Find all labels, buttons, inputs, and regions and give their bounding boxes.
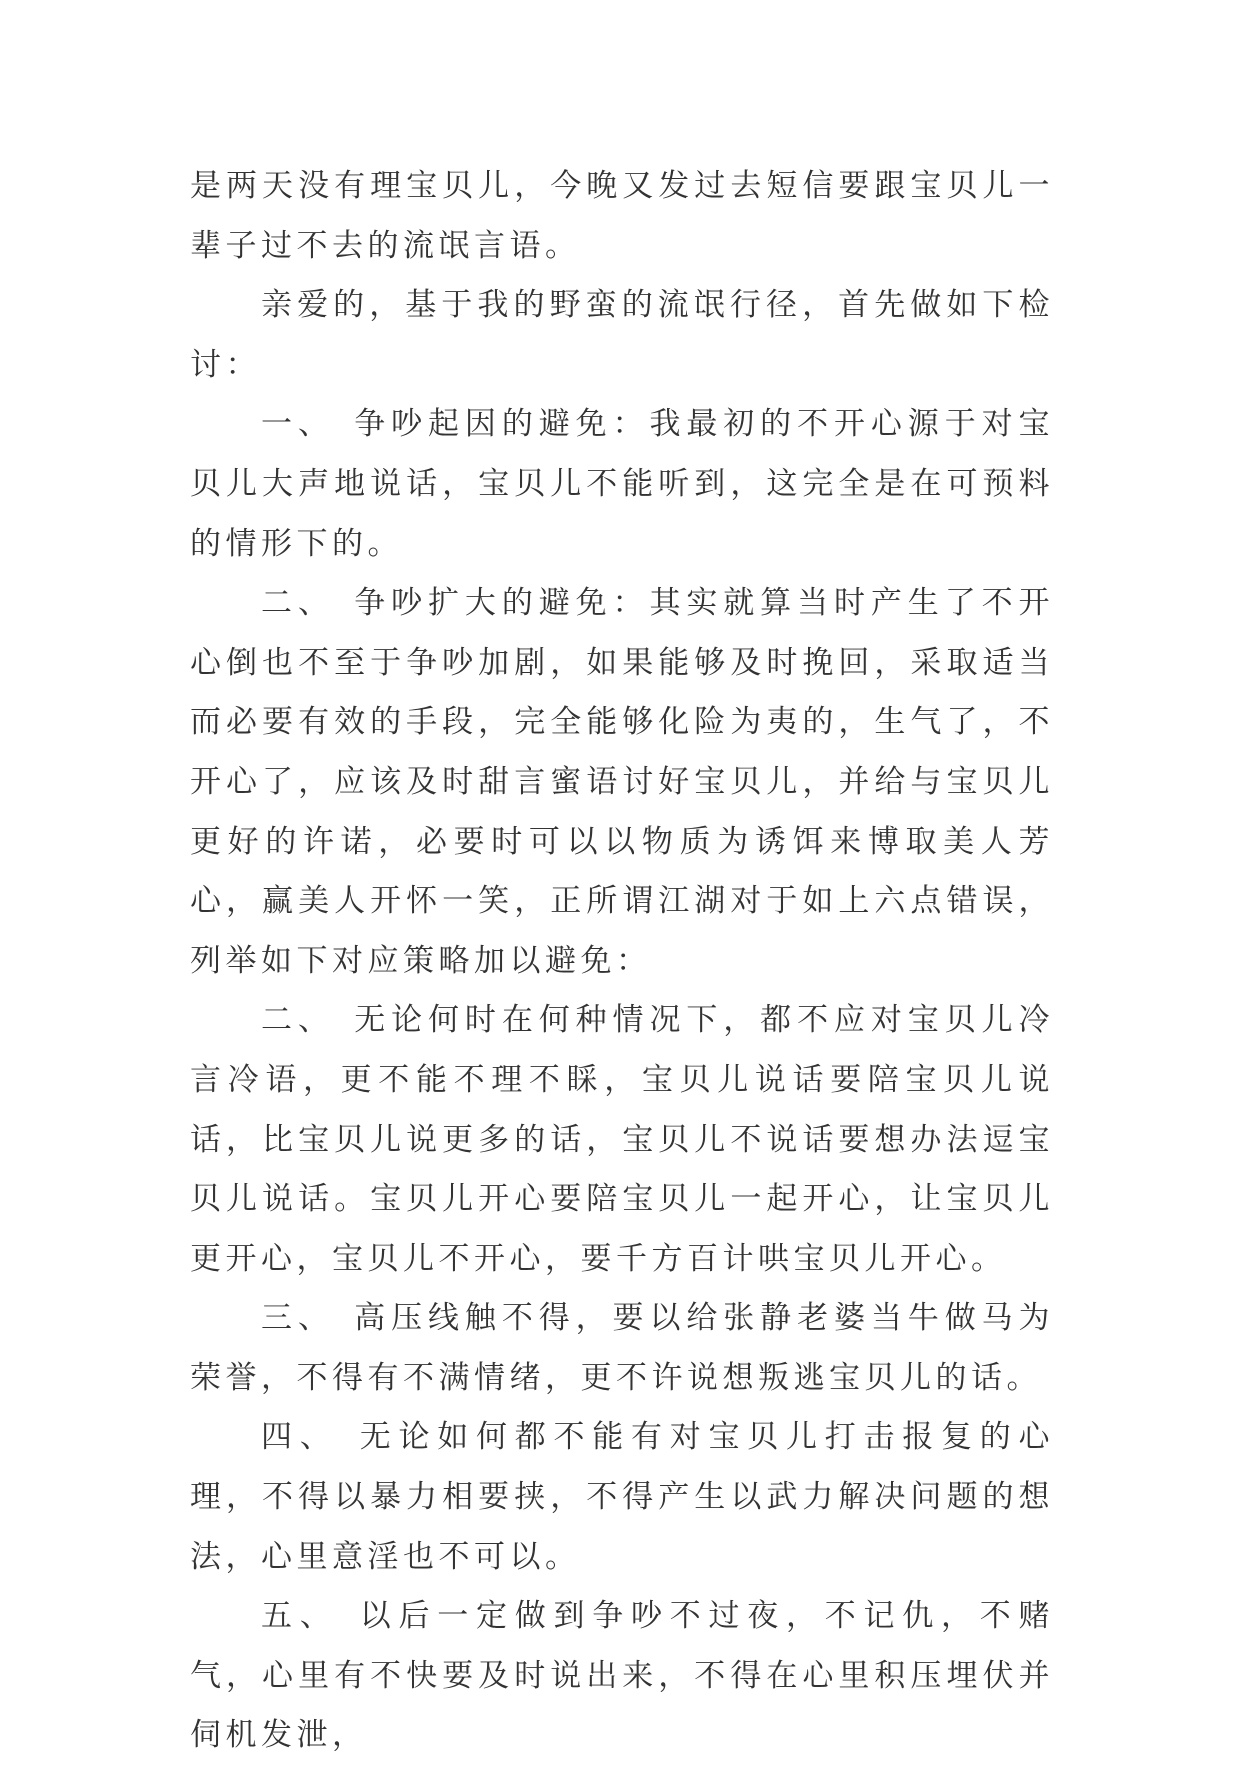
list-number: 二、 xyxy=(261,1002,335,1039)
list-item-4 xyxy=(190,1289,1054,1408)
paragraph-text: 高压线触不得，要以给张静老婆当牛做马为荣誉，不得有不满情绪，更不许说想叛逃宝贝儿的话。 xyxy=(190,1300,1055,1396)
paragraph-text: 无论何时在何种情况下，都不应对宝贝儿冷言冷语，更不能不理不睬，宝贝儿说话要陪宝贝儿说话，比宝贝儿说更多的话，宝贝儿不说话要想办法逗宝贝儿说话。宝贝儿开心要陪宝贝儿一起开心，让宝贝儿更开心，宝贝儿不开心，要千方百计哄宝贝儿开心。 xyxy=(190,1002,1055,1277)
list-item-2 xyxy=(190,574,1054,991)
paragraph-text: 亲爱的，基于我的野蛮的流氓行径，首先做如下检讨： xyxy=(190,287,1054,383)
document-body xyxy=(190,157,1054,1766)
list-number: 一、 xyxy=(261,406,335,443)
paragraph-continuation xyxy=(190,157,1054,276)
paragraph-text: 是两天没有理宝贝儿，今晚又发过去短信要跟宝贝儿一辈子过不去的流氓言语。 xyxy=(190,168,1054,264)
paragraph-text: 无论如何都不能有对宝贝儿打击报复的心理，不得以暴力相要挟，不得产生以武力解决问题的想法，心里意淫也不可以。 xyxy=(190,1419,1054,1575)
paragraph-text: 争吵扩大的避免：其实就算当时产生了不开心倒也不至于争吵加剧，如果能够及时挽回，采取适当而必要有效的手段，完全能够化险为夷的，生气了，不开心了，应该及时甜言蜜语讨好宝贝儿，并给与宝贝儿更好的许诺，必要时可以以物质为诱饵来博取美人芳心，赢美人开怀一笑，正所谓江湖对于如上六点错误，列举如下对应策略加以避免： xyxy=(190,585,1055,979)
list-item-1 xyxy=(190,395,1054,574)
list-number: 三、 xyxy=(261,1300,335,1337)
list-item-6 xyxy=(190,1587,1054,1766)
list-item-3 xyxy=(190,991,1054,1289)
paragraph-text: 以后一定做到争吵不过夜，不记仇，不赌气，心里有不快要及时说出来，不得在心里积压埋伏并伺机发泄， xyxy=(190,1598,1054,1754)
list-number: 二、 xyxy=(261,585,335,622)
paragraph-intro xyxy=(190,276,1054,395)
list-number: 五、 xyxy=(261,1598,339,1635)
paragraph-text: 争吵起因的避免：我最初的不开心源于对宝贝儿大声地说话，宝贝儿不能听到，这完全是在可预料的情形下的。 xyxy=(190,406,1055,562)
list-number: 四、 xyxy=(261,1419,339,1456)
list-item-5 xyxy=(190,1408,1054,1587)
